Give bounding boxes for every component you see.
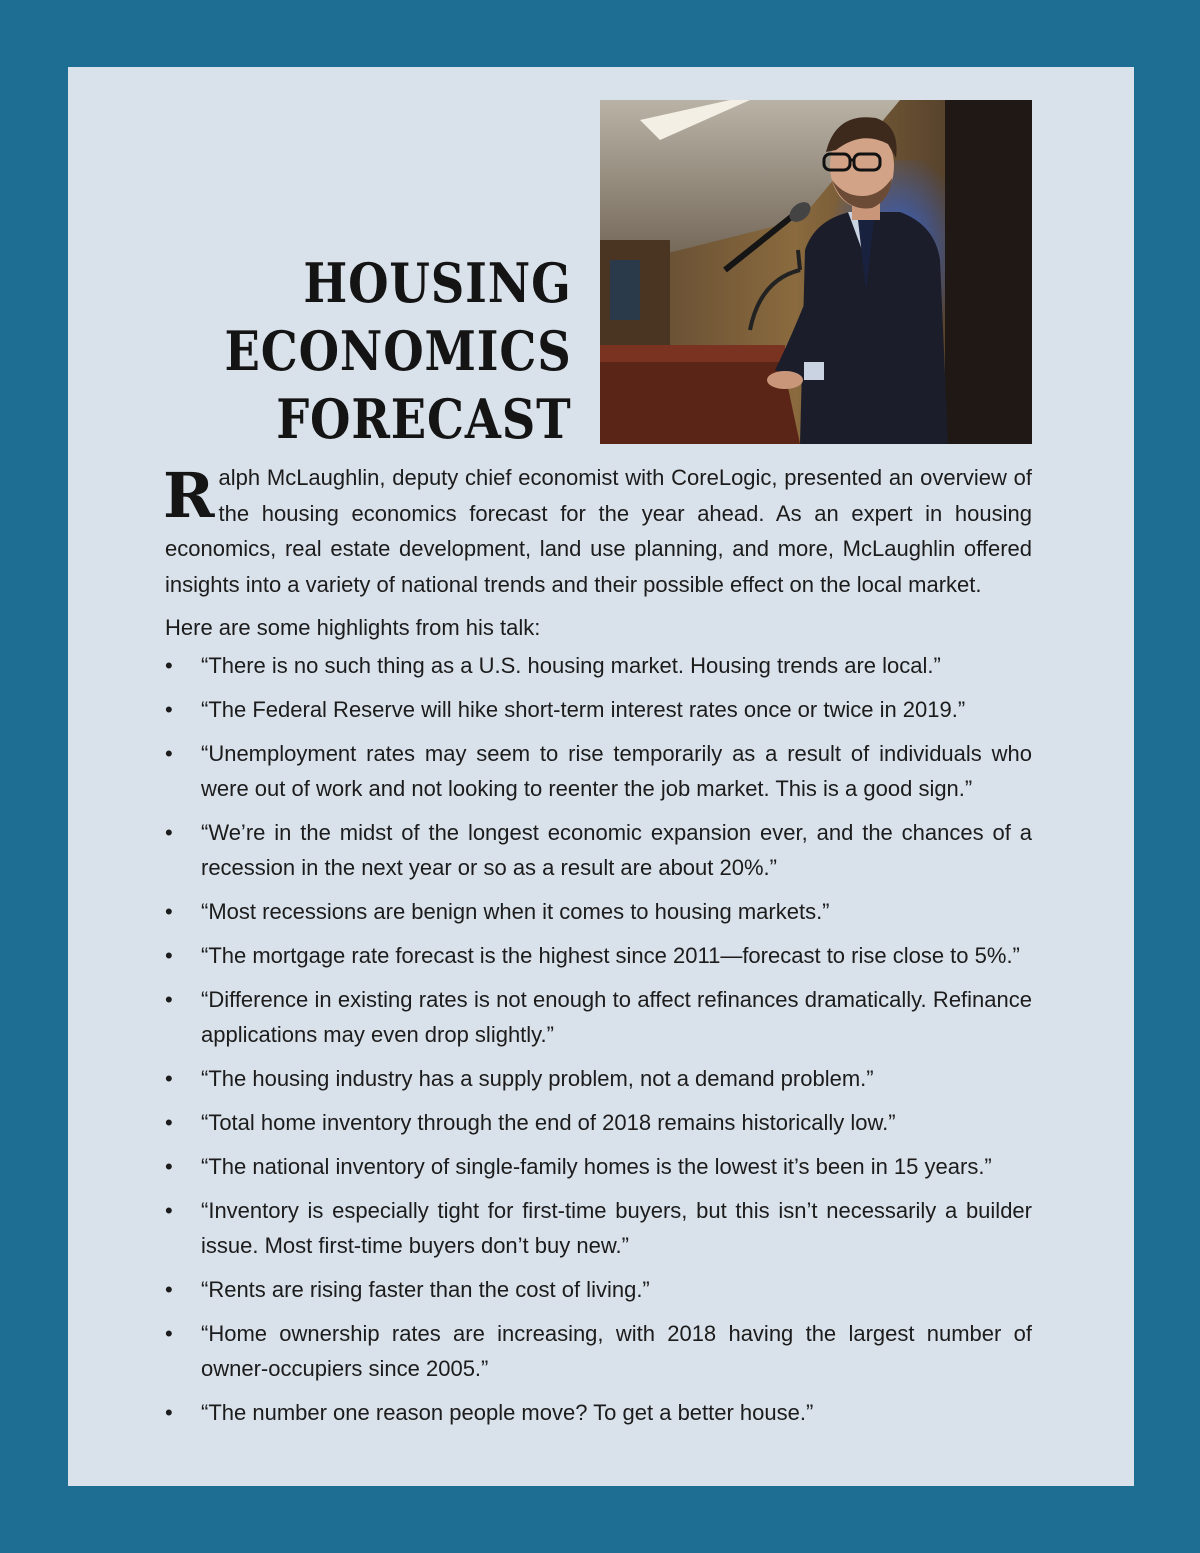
quote-text: “We’re in the midst of the longest economic expansion ever, and the chances of a recession in the next year or so as a result are about 20%.” [201, 820, 1032, 880]
article-title [225, 249, 572, 453]
quote-text: “The national inventory of single-family homes is the lowest it’s been in 15 years.” [201, 1154, 992, 1179]
quote-text: “The Federal Reserve will hike short-term interest rates once or twice in 2019.” [201, 697, 966, 722]
list-item [165, 815, 1032, 885]
quote-text: “Unemployment rates may seem to rise temporarily as a result of individuals who were out of work and not looking to reenter the job market. This is a good sign.” [201, 741, 1032, 801]
list-item [165, 1316, 1032, 1386]
quote-text: “The housing industry has a supply problem, not a demand problem.” [201, 1066, 874, 1091]
list-item [165, 1193, 1032, 1263]
bullet-icon: • [165, 899, 173, 924]
quote-text: “There is no such thing as a U.S. housing market. Housing trends are local.” [201, 653, 941, 678]
bullet-icon: • [165, 1321, 173, 1346]
list-item [165, 648, 1032, 683]
list-item [165, 1149, 1032, 1184]
quote-text: “Home ownership rates are increasing, with 2018 having the largest number of owner-occupiers since 2005.” [201, 1321, 1032, 1381]
bullet-icon: • [165, 1110, 173, 1135]
bullet-icon: • [165, 1066, 173, 1091]
bullet-icon: • [165, 1277, 173, 1302]
speaker-at-podium-illustration [600, 100, 1032, 444]
quote-text: “The mortgage rate forecast is the highest since 2011—forecast to rise close to 5%.” [201, 943, 1020, 968]
list-item [165, 1395, 1032, 1430]
list-item [165, 692, 1032, 727]
list-item [165, 982, 1032, 1052]
list-item [165, 1061, 1032, 1096]
highlights-list [165, 648, 1032, 1430]
bullet-icon: • [165, 943, 173, 968]
list-item [165, 938, 1032, 973]
speaker-photo [600, 100, 1032, 444]
list-item [165, 1272, 1032, 1307]
quote-text: “Inventory is especially tight for first-time buyers, but this isn’t necessarily a builder issue. Most first-time buyers don’t buy new.” [201, 1198, 1032, 1258]
list-item [165, 894, 1032, 929]
bullet-icon: • [165, 1400, 173, 1425]
bullet-icon: • [165, 697, 173, 722]
quote-text: “Total home inventory through the end of 2018 remains historically low.” [201, 1110, 896, 1135]
bullet-icon: • [165, 1154, 173, 1179]
article-page [68, 67, 1134, 1486]
lede-text: alph McLaughlin, deputy chief economist with CoreLogic, presented an overview of the housing economics forecast for the year ahead. As an expert in housing economics, real estate development, land use planning, and more, McLaughlin offered insights into a variety of national trends and their possible effect on the local market. [165, 465, 1032, 597]
quote-text: “The number one reason people move? To get a better house.” [201, 1400, 814, 1425]
list-item [165, 736, 1032, 806]
bullet-icon: • [165, 1198, 173, 1223]
bullet-icon: • [165, 987, 173, 1012]
list-item [165, 1105, 1032, 1140]
drop-cap: R [163, 459, 215, 532]
article-body [165, 460, 1032, 1439]
quote-text: “Most recessions are benign when it comes to housing markets.” [201, 899, 830, 924]
quote-text: “Rents are rising faster than the cost of living.” [201, 1277, 650, 1302]
title-line-1: HOUSING [303, 251, 572, 315]
highlights-intro: Here are some highlights from his talk: [165, 615, 541, 640]
bullet-icon: • [165, 820, 173, 845]
bullet-icon: • [165, 741, 173, 766]
bullet-icon: • [165, 653, 173, 678]
title-line-3: FORECAST [276, 387, 572, 451]
lede-paragraph [165, 460, 1032, 602]
title-line-2: ECONOMICS [224, 319, 572, 383]
quote-text: “Difference in existing rates is not enough to affect refinances dramatically. Refinance applications may even drop slightly.” [201, 987, 1032, 1047]
